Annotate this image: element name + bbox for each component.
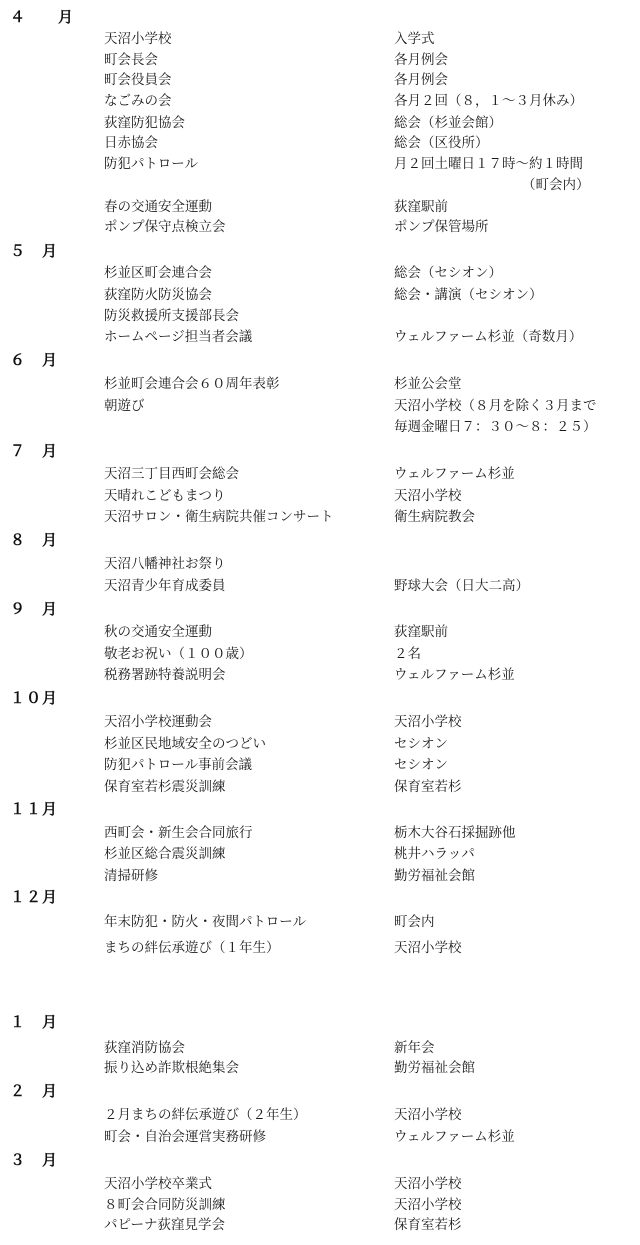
event-detail: 衛生病院教会 — [394, 509, 475, 525]
event-name: 天沼小学校運動会 — [104, 714, 212, 730]
event-detail: 勤労福祉会館 — [394, 1060, 475, 1076]
event-name: 防犯パトロール事前会議 — [104, 757, 252, 773]
event-name: 敬老お祝い（１００歳） — [104, 646, 253, 662]
event-detail: 天沼小学校 — [394, 940, 462, 956]
event-detail: 保育室若杉 — [394, 1217, 462, 1233]
event-name: 杉並区町会連合会 — [104, 265, 212, 281]
event-detail: 入学式 — [394, 31, 435, 47]
event-detail: 保育室若杉 — [394, 779, 462, 795]
event-detail: 荻窪駅前 — [394, 199, 448, 215]
event-detail: 荻窪駅前 — [394, 624, 448, 640]
month-heading-june: ６ 月 — [10, 351, 59, 369]
event-name: 春の交通安全運動 — [104, 199, 212, 215]
month-heading-january: １ 月 — [10, 1013, 59, 1031]
event-detail: 新年会 — [394, 1040, 435, 1056]
event-detail-continued: 毎週金曜日７：３０～８：２５） — [394, 419, 597, 435]
event-name: 清掃研修 — [104, 868, 158, 884]
event-detail: 総会・講演（セシオン） — [394, 287, 543, 303]
event-name: 秋の交通安全運動 — [104, 624, 212, 640]
event-name: 町会長会 — [104, 52, 158, 68]
month-heading-september: ９ 月 — [10, 600, 59, 618]
event-name: まちの絆伝承遊び（１年生） — [104, 940, 280, 956]
event-name: 天沼三丁目西町会総会 — [104, 466, 239, 482]
event-detail: 総会（セシオン） — [394, 265, 502, 281]
event-detail: ウェルファーム杉並 — [394, 667, 515, 683]
event-detail: ウェルファーム杉並 — [394, 466, 515, 482]
month-heading-october: １０月 — [10, 689, 59, 707]
event-name: 天晴れこどもまつり — [104, 488, 226, 504]
event-detail: 天沼小学校 — [394, 714, 462, 730]
event-detail-continued: （町会内） — [522, 177, 590, 193]
month-heading-april: ４ 月 — [10, 8, 75, 26]
event-name: 防災救援所支援部長会 — [104, 308, 239, 324]
event-name: 杉並区民地域安全のつどい — [104, 736, 266, 752]
event-name: 日赤協会 — [104, 135, 158, 151]
event-detail: 各月例会 — [394, 72, 448, 88]
event-name: 天沼青少年育成委員 — [104, 578, 226, 594]
month-heading-may: ５ 月 — [10, 242, 59, 260]
event-name: ホームページ担当者会議 — [104, 329, 253, 345]
event-name: パピーナ荻窪見学会 — [104, 1217, 225, 1233]
event-name: 荻窪防犯協会 — [104, 115, 185, 131]
event-name: 天沼サロン・衛生病院共催コンサート — [104, 509, 334, 525]
event-detail: 町会内 — [394, 914, 435, 930]
event-name: ポンプ保守点検立会 — [104, 219, 226, 235]
event-name: 荻窪防火防災協会 — [104, 287, 212, 303]
event-name: 税務署跡特養説明会 — [104, 667, 226, 683]
month-heading-july: ７ 月 — [10, 442, 59, 460]
month-heading-november: １１月 — [10, 800, 59, 818]
event-name: 荻窪消防協会 — [104, 1040, 185, 1056]
event-detail: 勤労福祉会館 — [394, 868, 475, 884]
event-detail: ウェルファーム杉並（奇数月） — [394, 329, 583, 345]
event-name: 保育室若杉震災訓練 — [104, 779, 226, 795]
event-detail: 天沼小学校 — [394, 1176, 462, 1192]
event-name: なごみの会 — [104, 93, 172, 109]
event-detail: 天沼小学校（８月を除く３月まで — [394, 398, 597, 414]
month-heading-december: １２月 — [10, 888, 59, 906]
month-heading-march: ３ 月 — [10, 1151, 59, 1169]
event-detail: 各月例会 — [394, 52, 448, 68]
event-name: 天沼小学校卒業式 — [104, 1176, 212, 1192]
event-name: 町会・自治会運営実務研修 — [104, 1129, 266, 1145]
event-detail: 栃木大谷石採掘跡他 — [394, 825, 516, 841]
event-detail: 天沼小学校 — [394, 1197, 462, 1213]
event-detail: 各月２回（８，１～３月休み） — [394, 93, 583, 109]
event-detail: ウェルファーム杉並 — [394, 1129, 515, 1145]
event-detail: ポンプ保管場所 — [394, 219, 489, 235]
event-detail: 天沼小学校 — [394, 488, 462, 504]
event-detail: 総会（杉並会館） — [394, 115, 502, 131]
event-detail: ２名 — [394, 646, 421, 662]
event-name: 西町会・新生会合同旅行 — [104, 825, 253, 841]
event-name: 町会役員会 — [104, 72, 172, 88]
event-detail: 野球大会（日大二高） — [394, 578, 529, 594]
month-heading-february: ２ 月 — [10, 1082, 59, 1100]
event-name: 防犯パトロール — [104, 156, 198, 172]
event-name: 天沼小学校 — [104, 31, 172, 47]
event-name: 杉並町会連合会６０周年表彰 — [104, 376, 280, 392]
event-detail: 月２回土曜日１７時～約１時間 — [394, 156, 583, 172]
event-detail: 桃井ハラッパ — [394, 846, 475, 862]
event-name: ２月まちの絆伝承遊び（２年生） — [104, 1107, 307, 1123]
event-name: ８町会合同防災訓練 — [104, 1197, 226, 1213]
event-detail: 総会（区役所） — [394, 135, 489, 151]
event-name: 朝遊び — [104, 398, 145, 414]
event-detail: セシオン — [394, 736, 448, 752]
event-name: 天沼八幡神社お祭り — [104, 556, 226, 572]
event-name: 振り込め詐欺根絶集会 — [104, 1060, 239, 1076]
event-name: 杉並区総合震災訓練 — [104, 846, 226, 862]
event-detail: セシオン — [394, 757, 448, 773]
month-heading-august: ８ 月 — [10, 531, 59, 549]
event-detail: 天沼小学校 — [394, 1107, 462, 1123]
event-detail: 杉並公会堂 — [394, 376, 462, 392]
event-name: 年末防犯・防火・夜間パトロール — [104, 914, 306, 930]
